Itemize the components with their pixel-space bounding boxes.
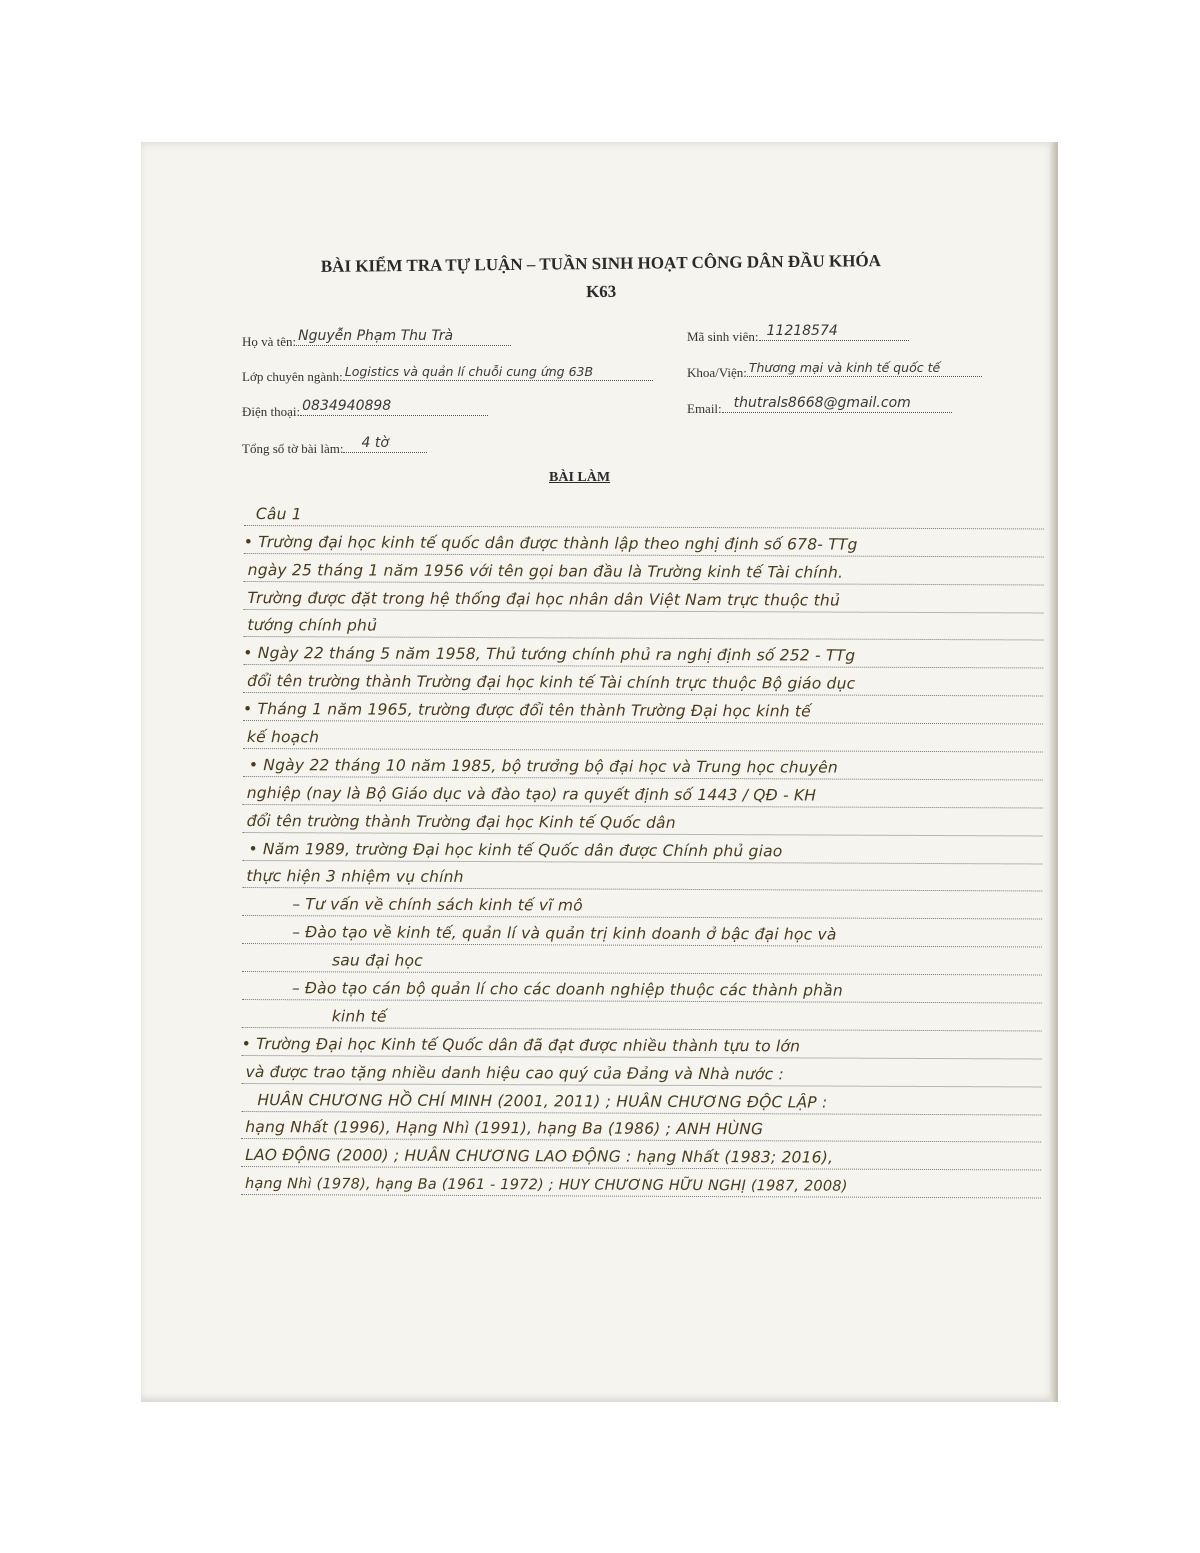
answer-line: và được trao tặng nhiều danh hiệu cao quý của Đảng và Nhà nước : bbox=[241, 1056, 1041, 1087]
name-field bbox=[242, 328, 511, 350]
class-value: Logistics và quản lí chuỗi cung ứng 63B bbox=[344, 364, 594, 379]
class-field bbox=[242, 366, 653, 385]
answer-line: • Ngày 22 tháng 10 năm 1985, bộ trưởng bộ đại học và Trung học chuyên bbox=[243, 749, 1043, 780]
section-heading: BÀI LÀM bbox=[549, 470, 611, 485]
answer-line: • Trường đại học kinh tế quốc dân được thành lập theo nghị định số 678- TTg bbox=[244, 526, 1044, 557]
name-value: Nguyễn Phạm Thu Trà bbox=[298, 328, 454, 344]
email-label: Email: bbox=[687, 401, 722, 416]
exam-title bbox=[236, 246, 967, 310]
faculty-value: Thương mại và kinh tế quốc tế bbox=[748, 360, 941, 375]
pages-label: Tổng số tờ bài làm: bbox=[242, 441, 344, 456]
class-label: Lớp chuyên ngành: bbox=[242, 369, 343, 384]
phone-label: Điện thoại: bbox=[242, 404, 301, 419]
answer-line: – Đào tạo về kinh tế, quản lí và quản trị kinh doanh ở bậc đại học và bbox=[242, 916, 1042, 947]
answer-line: – Tư vấn về chính sách kinh tế vĩ mô bbox=[242, 888, 1042, 919]
student-id-value: 11218574 bbox=[766, 323, 838, 339]
answer-line: hạng Nhất (1996), Hạng Nhì (1991), hạng Ba (1986) ; ANH HÙNG bbox=[241, 1112, 1041, 1143]
exam-title-line-1: BÀI KIỂM TRA TỰ LUẬN – TUẦN SINH HOẠT CÔNG DÂN ĐẦU KHÓA bbox=[320, 251, 881, 276]
exam-title-line-2: K63 bbox=[585, 281, 617, 302]
pages-value: 4 tờ bbox=[361, 435, 389, 451]
answer-line: sau đại học bbox=[242, 944, 1042, 975]
student-id-label: Mã sinh viên: bbox=[687, 329, 759, 344]
student-id-field bbox=[687, 323, 909, 345]
answer-line: kinh tế bbox=[242, 1000, 1042, 1031]
scanned-page bbox=[141, 142, 1058, 1402]
phone-value: 0834940898 bbox=[302, 398, 392, 414]
answer-line: • Năm 1989, trường Đại học kinh tế Quốc dân được Chính phủ giao bbox=[242, 833, 1042, 864]
answer-line: thực hiện 3 nhiệm vụ chính bbox=[242, 861, 1042, 892]
answer-line: kế hoạch bbox=[243, 721, 1043, 752]
answer-lines bbox=[241, 498, 1044, 1199]
answer-line: hạng Nhì (1978), hạng Ba (1961 - 1972) ; HUY CHƯƠNG HỮU NGHỊ (1987, 2008) bbox=[241, 1167, 1041, 1198]
email-value: thutrals8668@gmail.com bbox=[733, 395, 911, 411]
page-edge-shadow bbox=[1050, 142, 1058, 1402]
name-label: Họ và tên: bbox=[242, 334, 297, 349]
answer-line: tướng chính phủ bbox=[243, 610, 1043, 641]
answer-line: • Tháng 1 năm 1965, trường được đổi tên thành Trường Đại học kinh tế bbox=[243, 693, 1043, 724]
answer-line: ngày 25 tháng 1 năm 1956 với tên gọi ban đầu là Trường kinh tế Tài chính. bbox=[244, 554, 1044, 585]
answer-line: đổi tên trường thành Trường đại học kinh tế Tài chính trực thuộc Bộ giáo dục bbox=[243, 665, 1043, 696]
answer-line: nghiệp (nay là Bộ Giáo dục và đào tạo) ra quyết định số 1443 / QĐ - KH bbox=[243, 777, 1043, 808]
pages-field bbox=[242, 435, 427, 457]
phone-field bbox=[242, 398, 488, 420]
answer-line: HUÂN CHƯƠNG HỒ CHÍ MINH (2001, 2011) ; HUÂN CHƯƠNG ĐỘC LẬP : bbox=[241, 1084, 1041, 1115]
answer-line: • Trường Đại học Kinh tế Quốc dân đã đạt được nhiều thành tựu to lớn bbox=[242, 1028, 1042, 1059]
answer-line: Câu 1 bbox=[244, 498, 1044, 529]
answer-line: • Ngày 22 tháng 5 năm 1958, Thủ tướng chính phủ ra nghị định số 252 - TTg bbox=[243, 637, 1043, 668]
answer-line: Trường được đặt trong hệ thống đại học nhân dân Việt Nam trực thuộc thủ bbox=[244, 582, 1044, 613]
answer-line: – Đào tạo cán bộ quản lí cho các doanh nghiệp thuộc các thành phần bbox=[242, 972, 1042, 1003]
faculty-label: Khoa/Viện: bbox=[687, 365, 747, 380]
answer-line: LAO ĐỘNG (2000) ; HUÂN CHƯƠNG LAO ĐỘNG : hạng Nhất (1983; 2016), bbox=[241, 1139, 1041, 1170]
email-field bbox=[687, 395, 952, 417]
faculty-field bbox=[687, 362, 982, 381]
answer-line: đổi tên trường thành Trường đại học Kinh tế Quốc dân bbox=[243, 805, 1043, 836]
